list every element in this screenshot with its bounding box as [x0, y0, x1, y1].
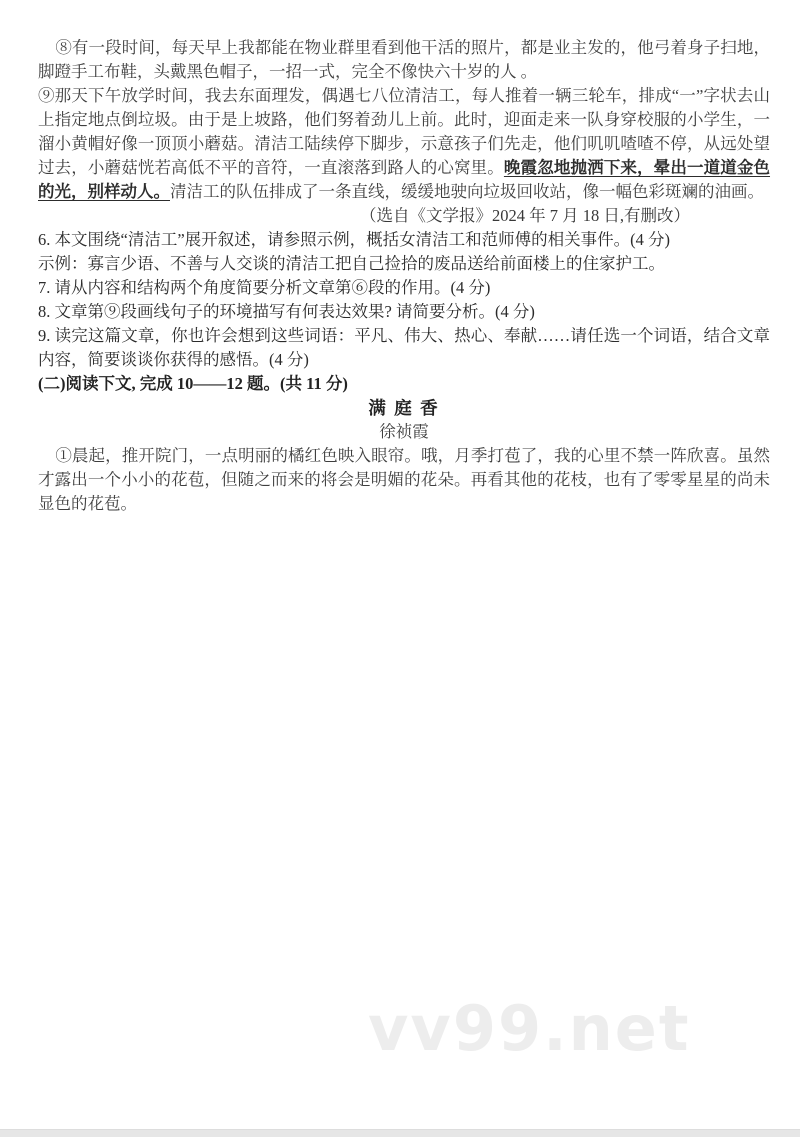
section-2-header: (二)阅读下文, 完成 10——12 题。(共 11 分) [38, 374, 348, 393]
paragraph-9-text-after-underline: 清洁工的队伍排成了一条直线，缓缓地驶向垃圾回收站，像一幅色彩斑斓的油画。 [170, 182, 764, 201]
question-7: 7. 请从内容和结构两个角度简要分析文章第⑥段的作用。(4 分) [38, 278, 491, 297]
page-content [0, 0, 800, 516]
question-6: 6. 本文围绕“清洁工”展开叙述，请参照示例，概括女清洁工和范师傅的相关事件。(4 分) [38, 230, 671, 249]
watermark-text: vv99.net [368, 992, 691, 1065]
passage-2-author: 徐祯霞 [379, 422, 429, 441]
passage-paragraph-8: ⑧有一段时间，每天早上我都能在物业群里看到他干活的照片，都是业主发的，他弓着身子扫地，脚蹬手工布鞋，头戴黑色帽子，一招一式，完全不像快六十岁的人 。 [38, 38, 770, 81]
paragraph-9-text-before-underline: ⑨那天下午放学时间，我去东面理发，偶遇七八位清洁工，每人推着一辆三轮车，排成“一”字状去山上指定地点倒垃圾。由于是上坡路，他们努着劲儿上前。此时，迎面走来一队身穿校服的小学生，一溜小黄帽好像一顶顶小蘑菇。清洁工陆续停下脚步，示意孩子们先走，他们叽叽喳喳不停，从远处望过去，小蘑菇恍若高低不平的音符，一直滚落到路人的心窝里。 [38, 86, 770, 177]
passage-paragraph-9 [38, 84, 770, 204]
passage-2-title: 满 庭 香 [368, 398, 440, 418]
question-6-example: 示例：寡言少语、不善与人交谈的清洁工把自己捡拾的废品送给前面楼上的住家护工。 [38, 254, 665, 273]
scan-bottom-edge [0, 1129, 800, 1137]
question-9: 9. 读完这篇文章，你也许会想到这些词语：平凡、伟大、热心、奉献……请任选一个词语，结合文章内容，简要谈谈你获得的感悟。(4 分) [38, 326, 770, 369]
passage-2-paragraph-1: ①晨起，推开院门，一点明丽的橘红色映入眼帘。哦，月季打苞了，我的心里不禁一阵欣喜。虽然才露出一个小小的花苞，但随之而来的将会是明媚的花朵。再看其他的花枝，也有了零零星星的尚未显色的花苞。 [38, 446, 770, 513]
source-attribution: （选自《文学报》2024 年 7 月 18 日,有删改） [360, 206, 690, 225]
underlined-sentence: 晚霞忽地抛洒下来，晕出一道道金色的光，别样动人。 [38, 158, 771, 201]
question-8: 8. 文章第⑨段画线句子的环境描写有何表达效果? 请简要分析。(4 分) [38, 302, 535, 321]
